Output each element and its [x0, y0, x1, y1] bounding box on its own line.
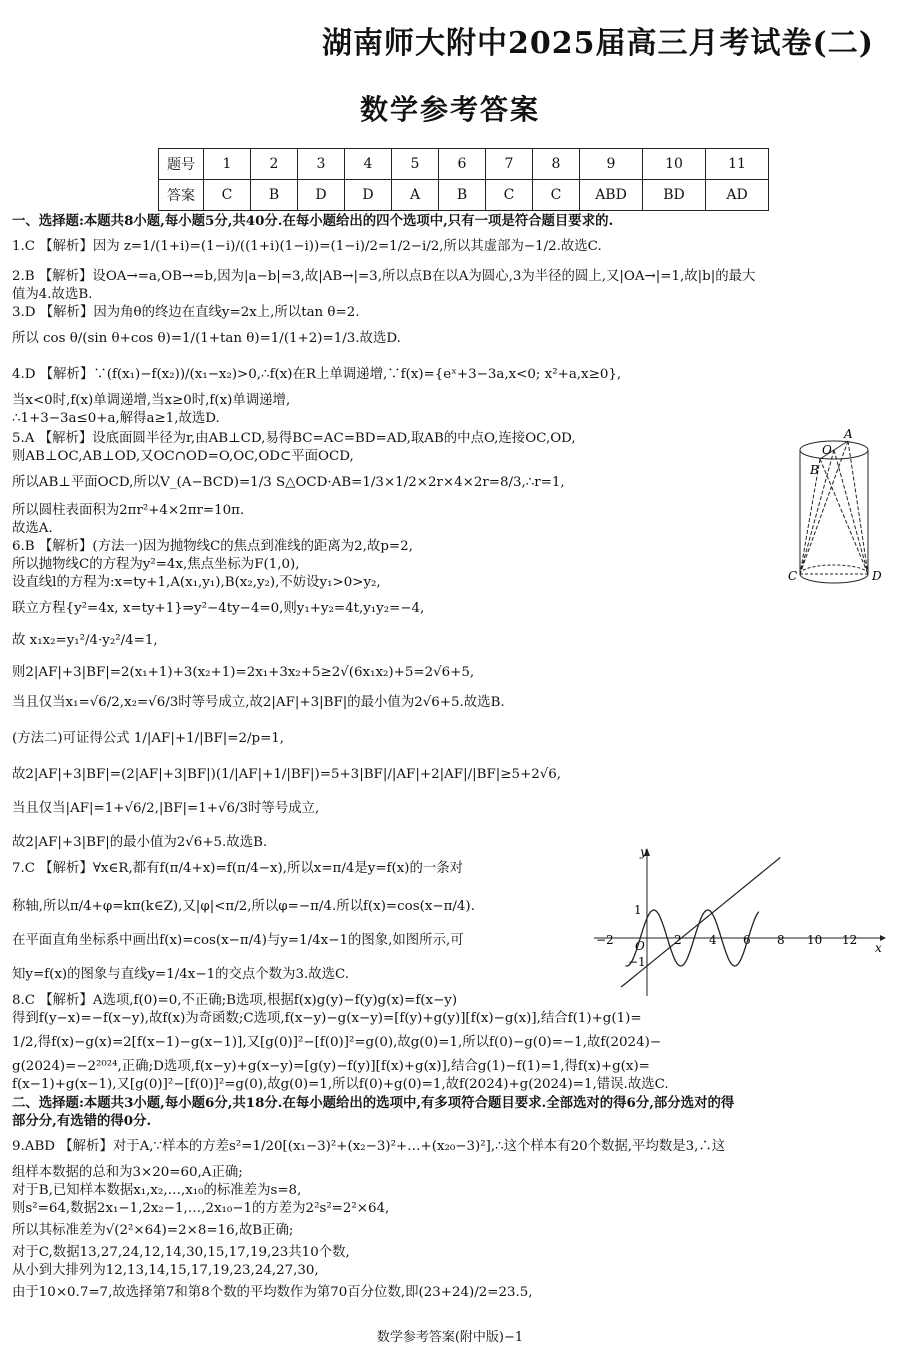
table-cell: BD: [643, 180, 706, 211]
solution-line: 则s²=64,数据2x₁−1,2x₂−1,…,2x₁₀−1的方差为2²s²=2²×64,: [12, 1201, 390, 1216]
solution-line: ∴1+3−3a≤0+a,解得a≥1,故选D.: [12, 411, 220, 426]
table-cell: C: [533, 180, 580, 211]
solution-line: 3.D 【解析】因为角θ的终边在直线y=2x上,所以tan θ=2.: [12, 305, 360, 320]
table-header-answer: 答案: [159, 180, 204, 211]
solution-line: 当x<0时,f(x)单调递增,当x≥0时,f(x)单调递增,: [12, 393, 291, 408]
solution-line: 对于C,数据13,27,24,12,14,30,15,17,19,23共10个数,: [12, 1245, 350, 1260]
table-row-answers: [159, 180, 769, 211]
solution-line: 所以AB⊥平面OCD,所以V_(A−BCD)=1/3 S△OCD·AB=1/3×1/2×2r×4×2r=8/3,∴r=1,: [12, 475, 565, 490]
y-axis-label: y: [640, 845, 647, 859]
table-cell: 1: [204, 149, 251, 180]
y-tick-label: −1: [628, 955, 646, 969]
table-row-numbers: [159, 149, 769, 180]
table-header-number: 题号: [159, 149, 204, 180]
cylinder-figure: [782, 424, 892, 590]
label-C: C: [788, 569, 798, 583]
table-cell: C: [204, 180, 251, 211]
table-cell: 2: [251, 149, 298, 180]
solution-line: 从小到大排列为12,13,14,15,17,19,23,24,27,30,: [12, 1263, 319, 1278]
table-cell: D: [345, 180, 392, 211]
solution-line: 称轴,所以π/4+φ=kπ(k∈Z),又|φ|<π/2,所以φ=−π/4.所以f(x)=cos(x−π/4).: [12, 899, 475, 914]
table-cell: 4: [345, 149, 392, 180]
table-cell: ABD: [580, 180, 643, 211]
solution-line: 对于B,已知样本数据x₁,x₂,…,x₁₀的标准差为s=8,: [12, 1183, 302, 1198]
solution-line: 当且仅当|AF|=1+√6/2,|BF|=1+√6/3时等号成立,: [12, 801, 320, 816]
x-tick-label: −2: [596, 933, 614, 947]
table-cell: 7: [486, 149, 533, 180]
solution-line: 故2|AF|+3|BF|=(2|AF|+3|BF|)(1/|AF|+1/|BF|)=5+3|BF|/|AF|+2|AF|/|BF|≥5+2√6,: [12, 767, 562, 782]
solution-line: 4.D 【解析】∵(f(x₁)−f(x₂))/(x₁−x₂)>0,∴f(x)在R上单调递增,∵f(x)={eˣ+3−3a,x<0; x²+a,x≥0},: [12, 367, 622, 382]
table-cell: 8: [533, 149, 580, 180]
solution-line: 故 x₁x₂=y₁²/4·y₂²/4=1,: [12, 633, 158, 648]
solution-line: (方法二)可证得公式 1/|AF|+1/|BF|=2/p=1,: [12, 731, 285, 746]
x-tick-label: 10: [807, 933, 823, 947]
solution-line: 所以抛物线C的方程为y²=4x,焦点坐标为F(1,0),: [12, 557, 300, 572]
solution-line: 5.A 【解析】设底面圆半径为r,由AB⊥CD,易得BC=AC=BD=AD,取AB的中点O,连接OC,OD,: [12, 431, 576, 446]
solution-line: 所以圆柱表面积为2πr²+4×2πr=10π.: [12, 503, 245, 518]
x-tick-label: 4: [709, 933, 717, 947]
solution-line: 故选A.: [12, 521, 53, 536]
section-heading-2: 二、选择题:本题共3小题,每小题6分,共18分.在每小题给出的选项中,有多项符合题目要求.全部选对的得6分,部分选对的得: [12, 1095, 735, 1111]
solution-line: 7.C 【解析】∀x∈R,都有f(π/4+x)=f(π/4−x),所以x=π/4是y=f(x)的一条对: [12, 861, 464, 876]
table-cell: 5: [392, 149, 439, 180]
solution-line: 设直线l的方程为:x=ty+1,A(x₁,y₁),B(x₂,y₂),不妨设y₁>0>y₂,: [12, 575, 381, 590]
section-heading-2-cont: 部分分,有选错的得0分.: [12, 1113, 152, 1129]
y-tick-label: 1: [634, 903, 642, 917]
table-cell: 10: [643, 149, 706, 180]
solution-line: 1.C 【解析】因为 z=1/(1+i)=(1−i)/((1+i)(1−i))=(1−i)/2=1/2−i/2,所以其虚部为−1/2.故选C.: [12, 239, 602, 254]
origin-label: O: [635, 939, 645, 953]
solution-line: 联立方程{y²=4x, x=ty+1}⇒y²−4ty−4=0,则y₁+y₂=4t,y₁y₂=−4,: [12, 601, 425, 616]
table-cell: 6: [439, 149, 486, 180]
label-D: D: [872, 569, 882, 583]
solution-line: 在平面直角坐标系中画出f(x)=cos(x−π/4)与y=1/4x−1的图象,如图所示,可: [12, 933, 464, 948]
solution-line: 9.ABD 【解析】对于A,∵样本的方差s²=1/20[(x₁−3)²+(x₂−3)²+…+(x₂₀−3)²],∴这个样本有20个数据,平均数是3,∴这: [12, 1139, 726, 1154]
solution-line: 所以 cos θ/(sin θ+cos θ)=1/(1+tan θ)=1/(1+2)=1/3.故选D.: [12, 331, 401, 346]
x-tick-label: 8: [777, 933, 785, 947]
solution-line: 值为4.故选B.: [12, 287, 93, 302]
table-cell: AD: [706, 180, 769, 211]
section-heading-1: 一、选择题:本题共8小题,每小题5分,共40分.在每小题给出的四个选项中,只有一项是符合题目要求的.: [12, 213, 614, 229]
x-axis-label: x: [875, 941, 882, 955]
page-footer: 数学参考答案(附中版)−1: [376, 1330, 524, 1345]
solution-line: 知y=f(x)的图象与直线y=1/4x−1的交点个数为3.故选C.: [12, 967, 350, 982]
table-cell: B: [251, 180, 298, 211]
label-A: A: [844, 427, 853, 441]
solution-line: 8.C 【解析】A选项,f(0)=0,不正确;B选项,根据f(x)g(y)−f(y)g(x)=f(x−y): [12, 993, 458, 1008]
table-cell: B: [439, 180, 486, 211]
solution-line: 由于10×0.7=7,故选择第7和第8个数的平均数作为第70百分位数,即(23+24)/2=23.5,: [12, 1285, 533, 1300]
table-cell: 9: [580, 149, 643, 180]
table-cell: A: [392, 180, 439, 211]
solution-line: 则2|AF|+3|BF|=2(x₁+1)+3(x₂+1)=2x₁+3x₂+5≥2√(6x₁x₂)+5=2√6+5,: [12, 665, 475, 680]
x-tick-label: 6: [743, 933, 751, 947]
exam-title: 湖南师大附中2025届高三月考试卷(二): [322, 26, 874, 61]
label-B: B: [810, 463, 819, 477]
solution-line: g(2024)=−2²⁰²⁴,正确;D选项,f(x−y)+g(x−y)=[g(y)−f(y)][f(x)+g(x)],结合g(1)−f(1)=1,得f(x)+g(x)=: [12, 1059, 650, 1074]
solution-line: 故2|AF|+3|BF|的最小值为2√6+5.故选B.: [12, 835, 268, 850]
x-tick-label: 12: [842, 933, 858, 947]
function-graph: [590, 842, 890, 998]
solution-line: 当且仅当x₁=√6/2,x₂=√6/3时等号成立,故2|AF|+3|BF|的最小值为2√6+5.故选B.: [12, 695, 505, 710]
solution-line: 所以其标准差为√(2²×64)=2×8=16,故B正确;: [12, 1223, 294, 1238]
table-cell: C: [486, 180, 533, 211]
table-cell: 11: [706, 149, 769, 180]
answer-table: [158, 148, 769, 211]
answer-key-title: 数学参考答案: [359, 93, 540, 126]
label-O: O: [822, 443, 832, 457]
solution-line: 6.B 【解析】(方法一)因为抛物线C的焦点到准线的距离为2,故p=2,: [12, 539, 413, 554]
solution-line: 2.B 【解析】设OA→=a,OB→=b,因为|a−b|=3,故|AB→|=3,所以点B在以A为圆心,3为半径的圆上,又|OA→|=1,故|b|的最大: [12, 269, 756, 284]
x-tick-label: 2: [674, 933, 682, 947]
table-cell: D: [298, 180, 345, 211]
solution-line: 得到f(y−x)=−f(x−y),故f(x)为奇函数;C选项,f(x−y)−g(x−y)=[f(y)+g(y)][f(x)−g(x)],结合f(1)+g(1)=: [12, 1011, 642, 1026]
solution-line: f(x−1)+g(x−1),又[g(0)]²−[f(0)]²=g(0),故g(0)=1,所以f(0)+g(0)=1,故f(2024)+g(2024)=1,错误.故选C.: [12, 1077, 669, 1092]
solution-line: 1/2,得f(x)−g(x)=2[f(x−1)−g(x−1)],又[g(0)]²−[f(0)]²=g(0),故g(0)=1,所以f(0)−g(0)=−1,故f(2024)−: [12, 1035, 662, 1050]
solution-line: 组样本数据的总和为3×20=60,A正确;: [12, 1165, 243, 1180]
table-cell: 3: [298, 149, 345, 180]
solution-line: 则AB⊥OC,AB⊥OD,又OC∩OD=O,OC,OD⊂平面OCD,: [12, 449, 354, 464]
